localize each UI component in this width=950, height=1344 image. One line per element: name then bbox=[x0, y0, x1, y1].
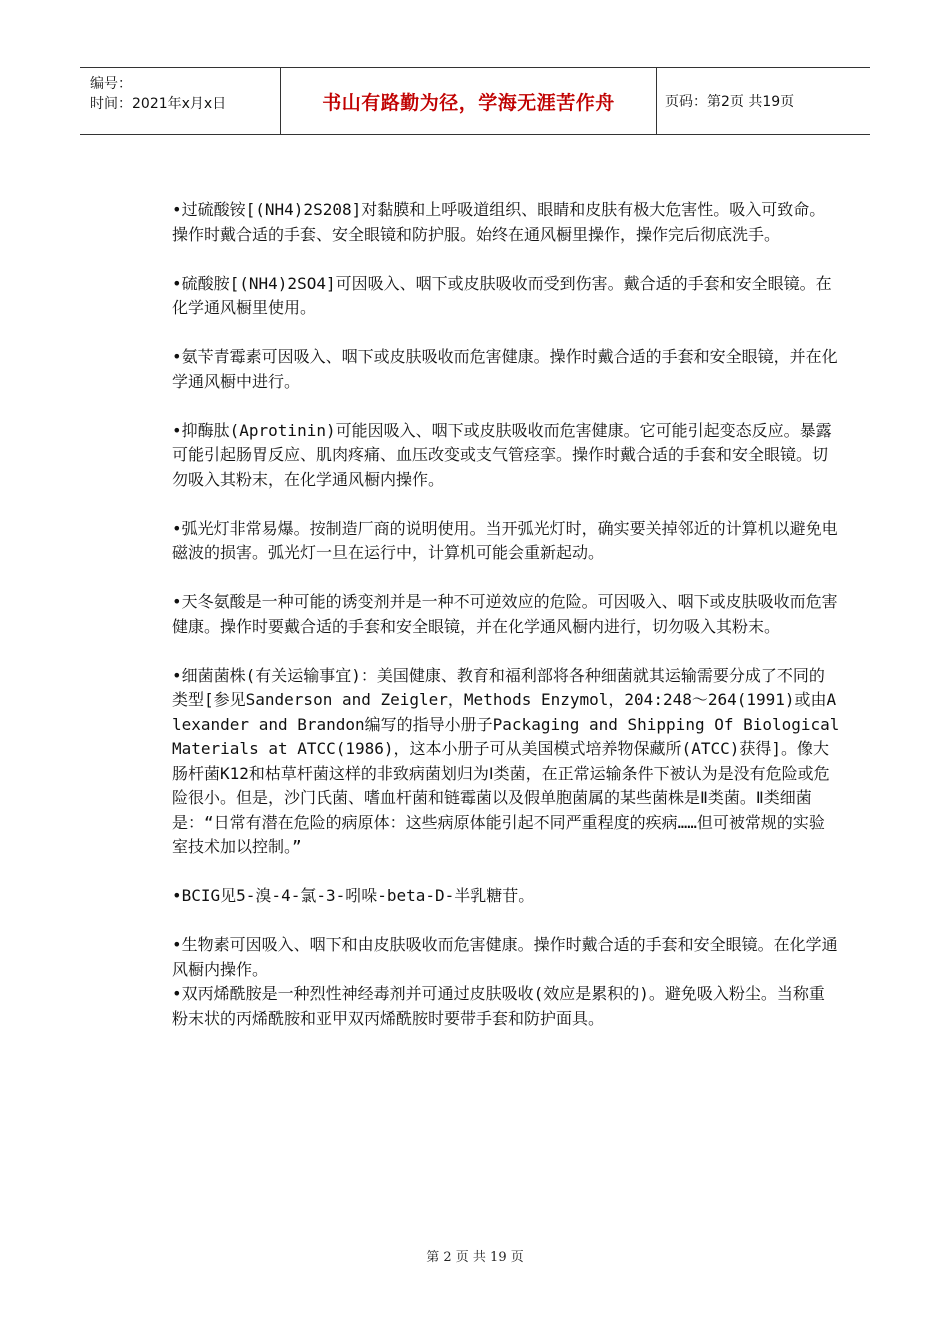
paragraph-arc-lamp: •弧光灯非常易爆。按制造厂商的说明使用。当开弧光灯时，确实要关掉邻近的计算机以避免电磁波的损害。弧光灯一旦在运行中，计算机可能会重新起动。 bbox=[172, 518, 838, 562]
paragraph-bacterial-strains: •细菌菌株(有关运输事宜)：美国健康、教育和福利部将各种细菌就其运输需要分成了不同的类型[参见Sanderson and Zeigler，Methods Enzymol，204:248～264(1991)或由Alexander and Brandon编写的指导小册子Packaging and Shipping Of Biological Materials at ATCC(1986)，这本小册子可从美国模式培养物保藏所(ATCC)获得]。像大肠杆菌K12和枯草杆菌这样的非致病菌划归为Ⅰ类菌，在正常运输条件下被认为是没有危险或危险很小。但是，沙门氏菌、嗜血杆菌和链霉菌以及假单胞菌属的某些菌株是Ⅱ类菌。Ⅱ类细菌是：“日常有潜在危险的病原体：这些病原体能引起不同严重程度的疾病……但可被常规的实验室技术加以控制。” bbox=[172, 665, 840, 856]
paragraph-aprotinin: •抑酶肽(Aprotinin)可能因吸入、咽下或皮肤吸收而危害健康。它可能引起变态反应。暴露可能引起肠胃反应、肌肉疼痛、血压改变或支气管痉挛。操作时戴合适的手套和安全眼镜。切勿吸入其粉末，在化学通风橱内操作。 bbox=[172, 420, 832, 489]
header-page-number: 页码：第2页 共19页 bbox=[665, 94, 795, 110]
paragraph-bisacrylamide: •双丙烯酰胺是一种烈性神经毒剂并可通过皮肤吸收(效应是累积的)。避免吸入粉尘。当称重粉末状的丙烯酰胺和亚甲双丙烯酰胺时要带手套和防护面具。 bbox=[172, 984, 825, 1028]
paragraph-biotin: •生物素可因吸入、咽下和由皮肤吸收而危害健康。操作时戴合适的手套和安全眼镜。在化学通风橱内操作。 bbox=[172, 935, 838, 979]
header-motto: 书山有路勤为径，学海无涯苦作舟 bbox=[322, 91, 615, 114]
document-body bbox=[172, 198, 840, 1031]
header-table bbox=[80, 67, 870, 135]
paragraph-ampicillin: •氨苄青霉素可因吸入、咽下或皮肤吸收而危害健康。操作时戴合适的手套和安全眼镜，并在化学通风橱中进行。 bbox=[172, 347, 838, 391]
page-footer bbox=[0, 1246, 950, 1265]
footer-page-number: 第 2 页 共 19 页 bbox=[426, 1250, 524, 1265]
document-code-label: 编号： bbox=[90, 76, 132, 92]
paragraph-ammonium-persulfate: •过硫酸铵[(NH4)2S208]对黏膜和上呼吸道组织、眼睛和皮肤有极大危害性。吸入可致命。操作时戴合适的手套、安全眼镜和防护服。始终在通风橱里操作，操作完后彻底洗手。 bbox=[172, 200, 826, 244]
paragraph-aspartic-acid: •天冬氨酸是一种可能的诱变剂并是一种不可逆效应的危险。可因吸入、咽下或皮肤吸收而危害健康。操作时要戴合适的手套和安全眼镜，并在化学通风橱内进行，切勿吸入其粉末。 bbox=[172, 592, 838, 636]
document-date-label: 时间：2021年x月x日 bbox=[90, 96, 227, 112]
header-motto-cell bbox=[281, 68, 657, 134]
paragraph-ammonium-sulfate: •硫酸胺[(NH4)2SO4]可因吸入、咽下或皮肤吸收而受到伤害。戴合适的手套和安全眼镜。在化学通风橱里使用。 bbox=[172, 273, 832, 317]
header-meta-cell bbox=[80, 68, 281, 134]
header-page-cell bbox=[657, 68, 870, 134]
paragraph-bcig: •BCIG见5-溴-4-氯-3-吲哚-beta-D-半乳糖苷。 bbox=[172, 886, 535, 905]
